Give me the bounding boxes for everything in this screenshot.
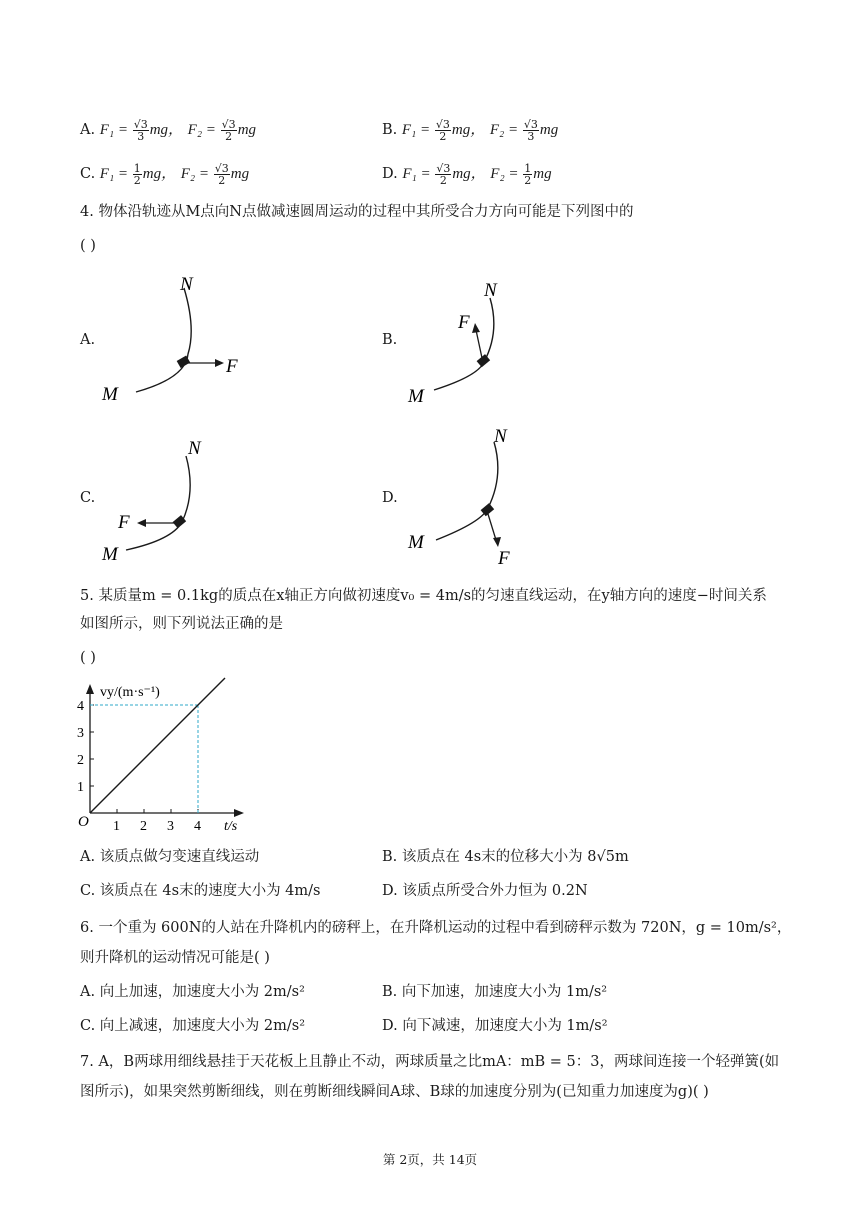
option-label: A. (80, 122, 96, 138)
q4-figure-d (400, 422, 550, 570)
fraction: $\frac{1}{2}$ (524, 161, 532, 187)
x-tick-label: 2 (140, 819, 147, 834)
q5-option-a: A. 该质点做匀变速直线运动 (80, 849, 260, 865)
x-tick-label: 4 (194, 819, 201, 834)
q4-figure-a (96, 268, 256, 410)
q3-option-b (382, 118, 558, 142)
label-f: F (458, 312, 470, 333)
label-n: N (180, 274, 193, 295)
y-tick-label: 2 (77, 753, 84, 768)
label-n: N (188, 438, 201, 459)
formula-part: F₁ = (402, 166, 435, 182)
formula-part: mg (237, 122, 257, 138)
formula-part: F₂ = (180, 166, 213, 182)
q7-stem-line2: 图所示)，如果突然剪断细线，则在剪断细线瞬间A球、B球的加速度分别为(已知重力加速度为g)( ) (80, 1084, 709, 1100)
label-m: M (408, 532, 424, 553)
q5-stem-line2: 如图所示，则下列说法正确的是 (80, 616, 283, 632)
q6-option-b: B. 向下加速，加速度大小为 1m/s² (382, 984, 608, 1000)
option-label: C. (80, 166, 96, 182)
formula-part: F₁ = (99, 166, 132, 182)
q4-stem: 4. 物体沿轨迹从M点向N点做减速圆周运动的过程中其所受合力方向可能是下列图中的 (80, 204, 634, 220)
label-m: M (408, 386, 424, 407)
page-footer: 第 2页，共 14页 (382, 1152, 478, 1167)
q6-option-d: D. 向下减速，加速度大小为 1m/s² (382, 1018, 608, 1034)
q3-option-d (382, 162, 552, 186)
formula-part: mg (533, 166, 552, 182)
q5-stem-line1: 5. 某质量m = 0.1kg的质点在x轴正方向做初速度v₀ = 4m/s的匀速直线运动，在y轴方向的速度−时间关系 (80, 588, 767, 604)
x-axis-arrow (234, 809, 244, 817)
label-f: F (118, 512, 130, 533)
vt-graph (70, 676, 260, 838)
fraction: $\frac{√3}{2}$ (221, 117, 236, 143)
y-tick-label: 4 (77, 699, 84, 714)
q6-stem-line1: 6. 一个重为 600N的人站在升降机内的磅秤上，在升降机运动的过程中看到磅秤示数为 720N，g = 10m/s²， (80, 920, 792, 936)
q6-option-a: A. 向上加速，加速度大小为 2m/s² (80, 984, 305, 1000)
label-n: N (494, 426, 507, 447)
q4-figure-b (400, 272, 550, 412)
fraction: $\frac{√3}{2}$ (435, 117, 450, 143)
formula-part: mg， (142, 166, 177, 182)
label-f: F (498, 548, 510, 569)
q5-option-c: C. 该质点在 4s末的速度大小为 4m/s (80, 883, 321, 899)
formula-part: mg， (451, 122, 486, 138)
y-axis-label: vy/(m·s⁻¹) (100, 685, 160, 700)
label-n: N (484, 280, 497, 301)
formula-part: F₁ = (99, 122, 132, 138)
q3-option-a (80, 118, 256, 142)
formula-part: F₂ = (489, 122, 522, 138)
formula-part: mg (539, 122, 559, 138)
fraction: $\frac{√3}{2}$ (214, 161, 229, 187)
y-axis-arrow (86, 684, 94, 694)
formula-part: F₁ = (401, 122, 434, 138)
q5-option-b: B. 该质点在 4s末的位移大小为 8√5m (382, 849, 629, 865)
fraction: $\frac{√3}{3}$ (133, 117, 148, 143)
formula-part: F₂ = (490, 166, 523, 182)
q6-option-c: C. 向上减速，加速度大小为 2m/s² (80, 1018, 306, 1034)
x-tick-label: 1 (113, 819, 120, 834)
formula-part: mg， (149, 122, 184, 138)
x-axis-label: t/s (224, 819, 238, 834)
chart-ticks (77, 699, 201, 834)
q3-option-c (80, 162, 249, 186)
fraction: $\frac{√3}{3}$ (523, 117, 538, 143)
q4-option-c-label: C. (80, 490, 96, 506)
fraction: $\frac{√3}{2}$ (436, 161, 451, 187)
label-f: F (226, 356, 238, 377)
q7-stem-line1: 7. A，B两球用细线悬挂于天花板上且静止不动，两球质量之比mA：mB = 5：3，两球间连接一个轻弹簧(如 (80, 1054, 780, 1070)
label-m: M (102, 384, 118, 405)
option-label: D. (382, 166, 398, 182)
y-tick-label: 1 (77, 780, 84, 795)
q4-option-b-label: B. (382, 332, 398, 348)
formula-part: F₂ = (187, 122, 220, 138)
label-m: M (102, 544, 118, 565)
q4-figure-c (96, 430, 256, 570)
q6-stem-line2: 则升降机的运动情况可能是( ) (80, 950, 270, 966)
x-tick-label: 3 (167, 819, 174, 834)
q4-option-a-label: A. (80, 332, 96, 348)
q4-option-d-label: D. (382, 490, 398, 506)
q5-paren: ( ) (80, 650, 96, 666)
formula-part: mg， (452, 166, 486, 182)
option-label: B. (382, 122, 398, 138)
origin-label: O (78, 814, 89, 830)
fraction: $\frac{1}{2}$ (133, 161, 141, 187)
q4-paren: ( ) (80, 238, 96, 254)
q5-option-d: D. 该质点所受合外力恒为 0.2N (382, 883, 588, 899)
y-tick-label: 3 (77, 726, 84, 741)
formula-part: mg (230, 166, 250, 182)
